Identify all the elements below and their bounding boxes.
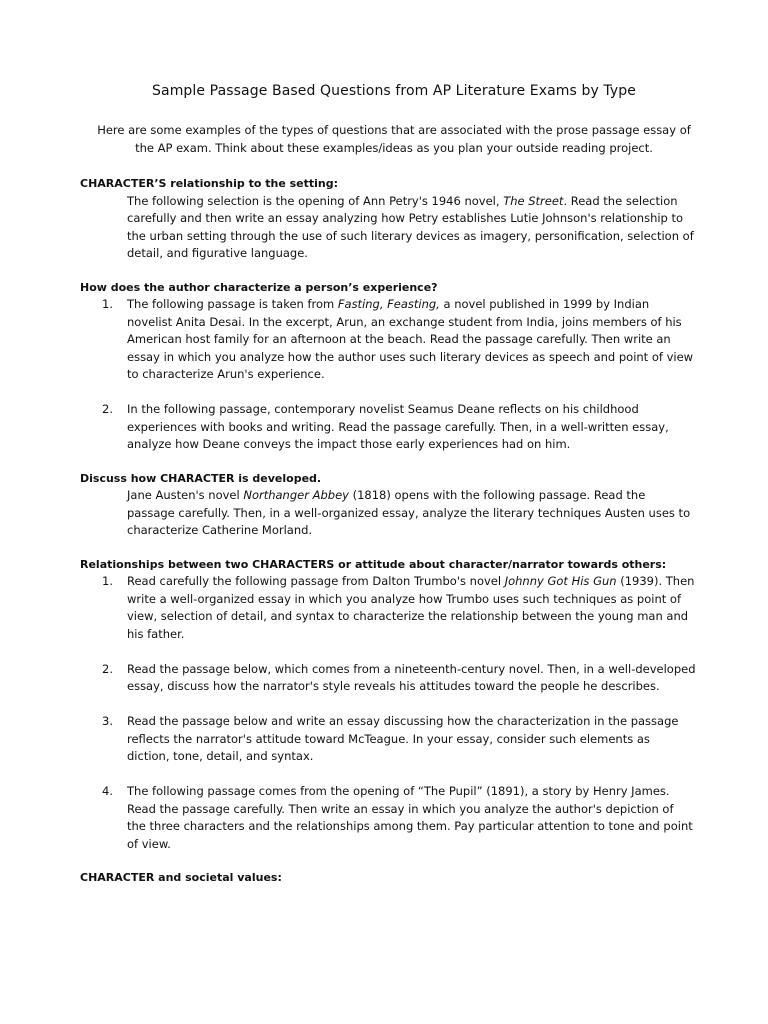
body-text: The following passage comes from the opening of “The Pupil” (1891), a story by Henry James. Read the passage carefully. Then write an essay in which you analyze the author's depiction of the three characters and the relationships among them. Pay particular attention to tone and point of view.: [127, 784, 693, 851]
body-text: a novel published in 1999 by Indian novelist Anita Desai. In the excerpt, Arun, an exchange student from India, joins members of his American host family for an afternoon at the beach. Read the passage carefully. Then write an essay in which you analyze how the author uses such literary devices as speech and point of view to characterize Arun's experience.: [127, 297, 694, 381]
list-item: [80, 573, 708, 643]
body-text: . Read the selection carefully and then write an essay analyzing how Petry establishes Lutie Johnson's relationship to the urban setting through the use of such literary devices as imagery, personification, selection of detail, and figurative language.: [127, 193, 694, 260]
work-title: Fasting, Feasting,: [337, 297, 440, 311]
intro-paragraph: Here are some examples of the types of questions that are associated with the prose passage essay of the AP exam. Think about these examples/ideas as you plan your outside reading project.: [97, 123, 691, 155]
list-item: [80, 661, 708, 696]
question-list: [80, 296, 708, 454]
section-experience: [80, 279, 708, 454]
section-body: [80, 487, 708, 540]
section-heading: CHARACTER and societal values:: [80, 871, 282, 884]
work-title: Northanger Abbey: [243, 488, 349, 502]
list-item: [80, 401, 708, 454]
section-heading: Discuss how CHARACTER is developed.: [80, 471, 322, 485]
item-number: 2.: [102, 661, 113, 676]
item-number: 4.: [102, 784, 113, 798]
section-setting: [80, 175, 708, 263]
section-relationships: [80, 556, 708, 854]
section-heading: CHARACTER’S relationship to the setting:: [80, 177, 339, 190]
body-text: (1939). Then write a well-organized essay in which you analyze how Trumbo uses such techniques as point of view, selection of detail, and syntax to characterize the relationship between the young man and his father.: [127, 574, 695, 641]
section-societal-values: [80, 869, 708, 887]
item-number: 2.: [102, 402, 113, 416]
work-title: The Street: [503, 193, 564, 208]
body-text: (1818) opens with the following passage. Read the passage carefully. Then, in a well-organized essay, analyze the literary techniques Austen uses to characterize Catherine Morland.: [127, 488, 691, 537]
section-heading: Relationships between two CHARACTERS or attitude about character/narrator towards others:: [80, 557, 667, 571]
section-character-development: [80, 470, 708, 540]
body-text: The following selection is the opening of Ann Petry's 1946 novel,: [127, 193, 504, 208]
list-item: [80, 783, 708, 853]
body-text: Jane Austen's novel: [127, 488, 244, 502]
body-text: Read carefully the following passage from Dalton Trumbo's novel: [127, 574, 505, 588]
item-number: 3.: [102, 714, 113, 728]
section-body: [80, 193, 708, 263]
item-number: 1.: [102, 574, 113, 588]
section-heading: How does the author characterize a person’s experience?: [80, 280, 438, 294]
list-item: [80, 713, 708, 766]
work-title: Johnny Got His Gun: [504, 574, 617, 588]
body-text: The following passage is taken from: [127, 297, 338, 311]
body-text: Read the passage below, which comes from a nineteenth-century novel. Then, in a well-developed essay, discuss how the narrator's style reveals his attitudes toward the people he describes.: [127, 661, 696, 693]
question-list: [80, 573, 708, 853]
item-number: 1.: [102, 297, 113, 311]
list-item: [80, 296, 708, 384]
document-title: Sample Passage Based Questions from AP Literature Exams by Type: [152, 83, 636, 99]
body-text: Read the passage below and write an essay discussing how the characterization in the passage reflects the narrator's attitude toward McTeague. In your essay, consider such elements as diction, tone, detail, and syntax.: [127, 714, 679, 763]
body-text: In the following passage, contemporary novelist Seamus Deane reflects on his childhood experiences with books and writing. Read the passage carefully. Then, in a well-written essay, analyze how Deane conveys the impact those early experiences had on him.: [127, 402, 669, 451]
